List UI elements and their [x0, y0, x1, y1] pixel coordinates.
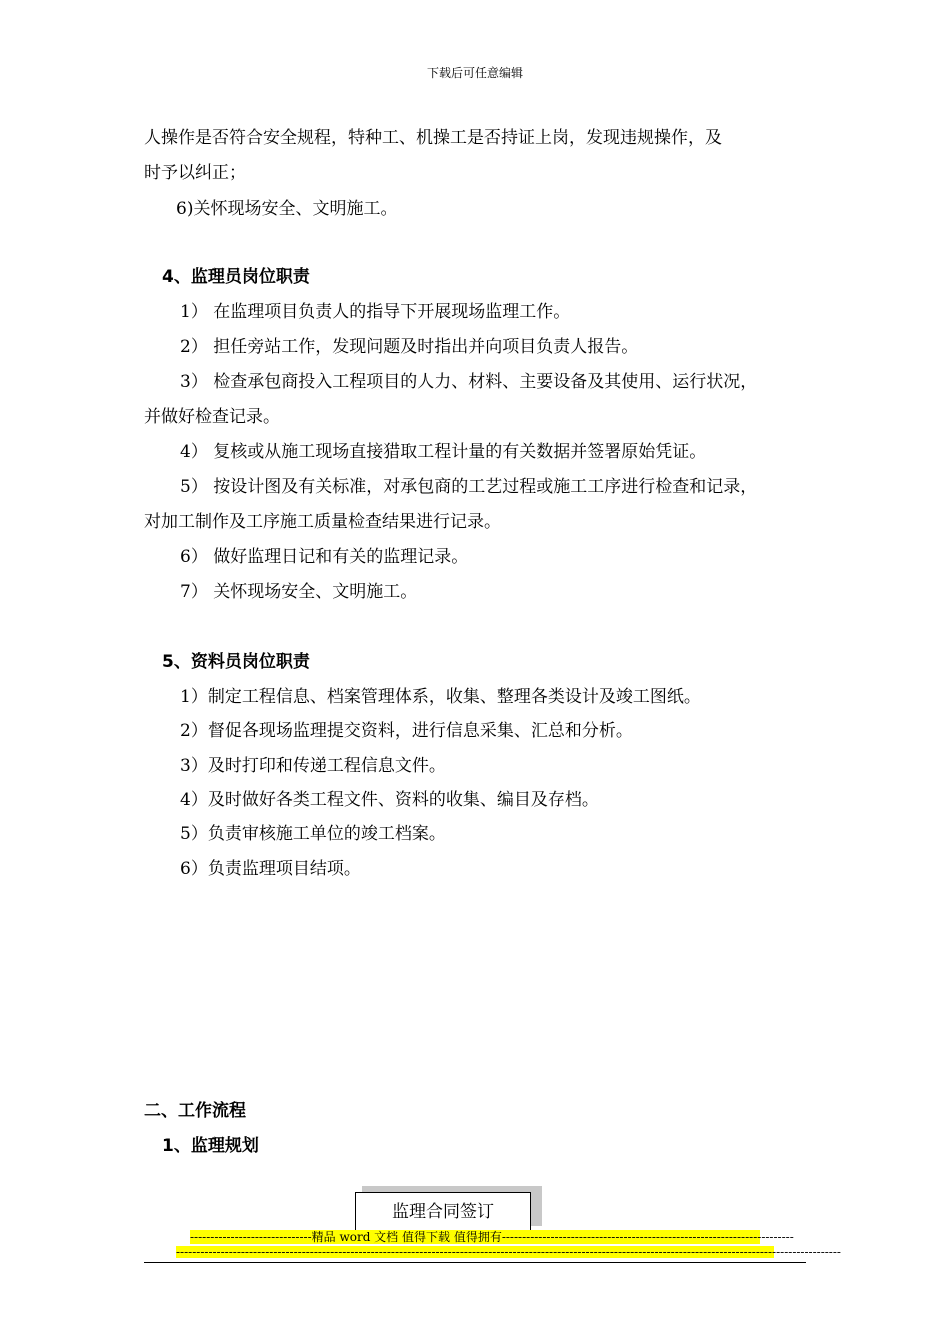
footer-banner: ------------------------------精品 word 文档 值得下载 值得拥有------------------------------------------------------------------------ [190, 1230, 794, 1244]
list-item: 5）负责审核施工单位的竣工档案。 [180, 824, 446, 844]
list-item: 1）制定工程信息、档案管理体系，收集、整理各类设计及竣工图纸。 [180, 687, 701, 707]
list-item: 6）负责监理项目结项。 [180, 859, 361, 879]
list-item: 4）及时做好各类工程文件、资料的收集、编目及存档。 [180, 790, 599, 810]
list-item: 5） 按设计图及有关标准，对承包商的工艺过程或施工工序进行检查和记录， [180, 477, 758, 497]
list-item: 2） 担任旁站工作，发现问题及时指出并向项目负责人报告。 [180, 337, 639, 357]
list-item: 4） 复核或从施工现场直接猎取工程计量的有关数据并签署原始凭证。 [180, 442, 707, 462]
list-item: 3） 检查承包商投入工程项目的人力、材料、主要设备及其使用、运行状况， [180, 372, 758, 392]
body-line: 人操作是否符合安全规程，特种工、机操工是否持证上岗，发现违规操作，及 [144, 128, 722, 148]
subsection-heading: 1、监理规划 [162, 1136, 259, 1156]
list-item: 7） 关怀现场安全、文明施工。 [180, 582, 418, 602]
section-4-heading: 4、监理员岗位职责 [162, 267, 310, 287]
flowchart-box-contract-signing: 监理合同签订 [355, 1192, 531, 1232]
list-item: 并做好检查记录。 [144, 407, 280, 427]
list-item: 2）督促各现场监理提交资料，进行信息采集、汇总和分析。 [180, 721, 633, 741]
part-2-heading: 二、工作流程 [144, 1101, 246, 1121]
body-line: 6)关怀现场安全、文明施工。 [176, 199, 398, 219]
body-line: 时予以纠正； [144, 163, 246, 183]
list-item: 3）及时打印和传递工程信息文件。 [180, 756, 446, 776]
list-item: 对加工制作及工序施工质量检查结果进行记录。 [144, 512, 501, 532]
list-item: 6） 做好监理日记和有关的监理记录。 [180, 547, 469, 567]
footer-dashes: -------------------------------------------------------------------------------------------------------------------------------------------------------------------- [176, 1245, 841, 1259]
page-header: 下载后可任意编辑 [426, 66, 523, 80]
footer-rule [144, 1262, 806, 1263]
section-5-heading: 5、资料员岗位职责 [162, 652, 310, 672]
list-item: 1） 在监理项目负责人的指导下开展现场监理工作。 [180, 302, 571, 322]
